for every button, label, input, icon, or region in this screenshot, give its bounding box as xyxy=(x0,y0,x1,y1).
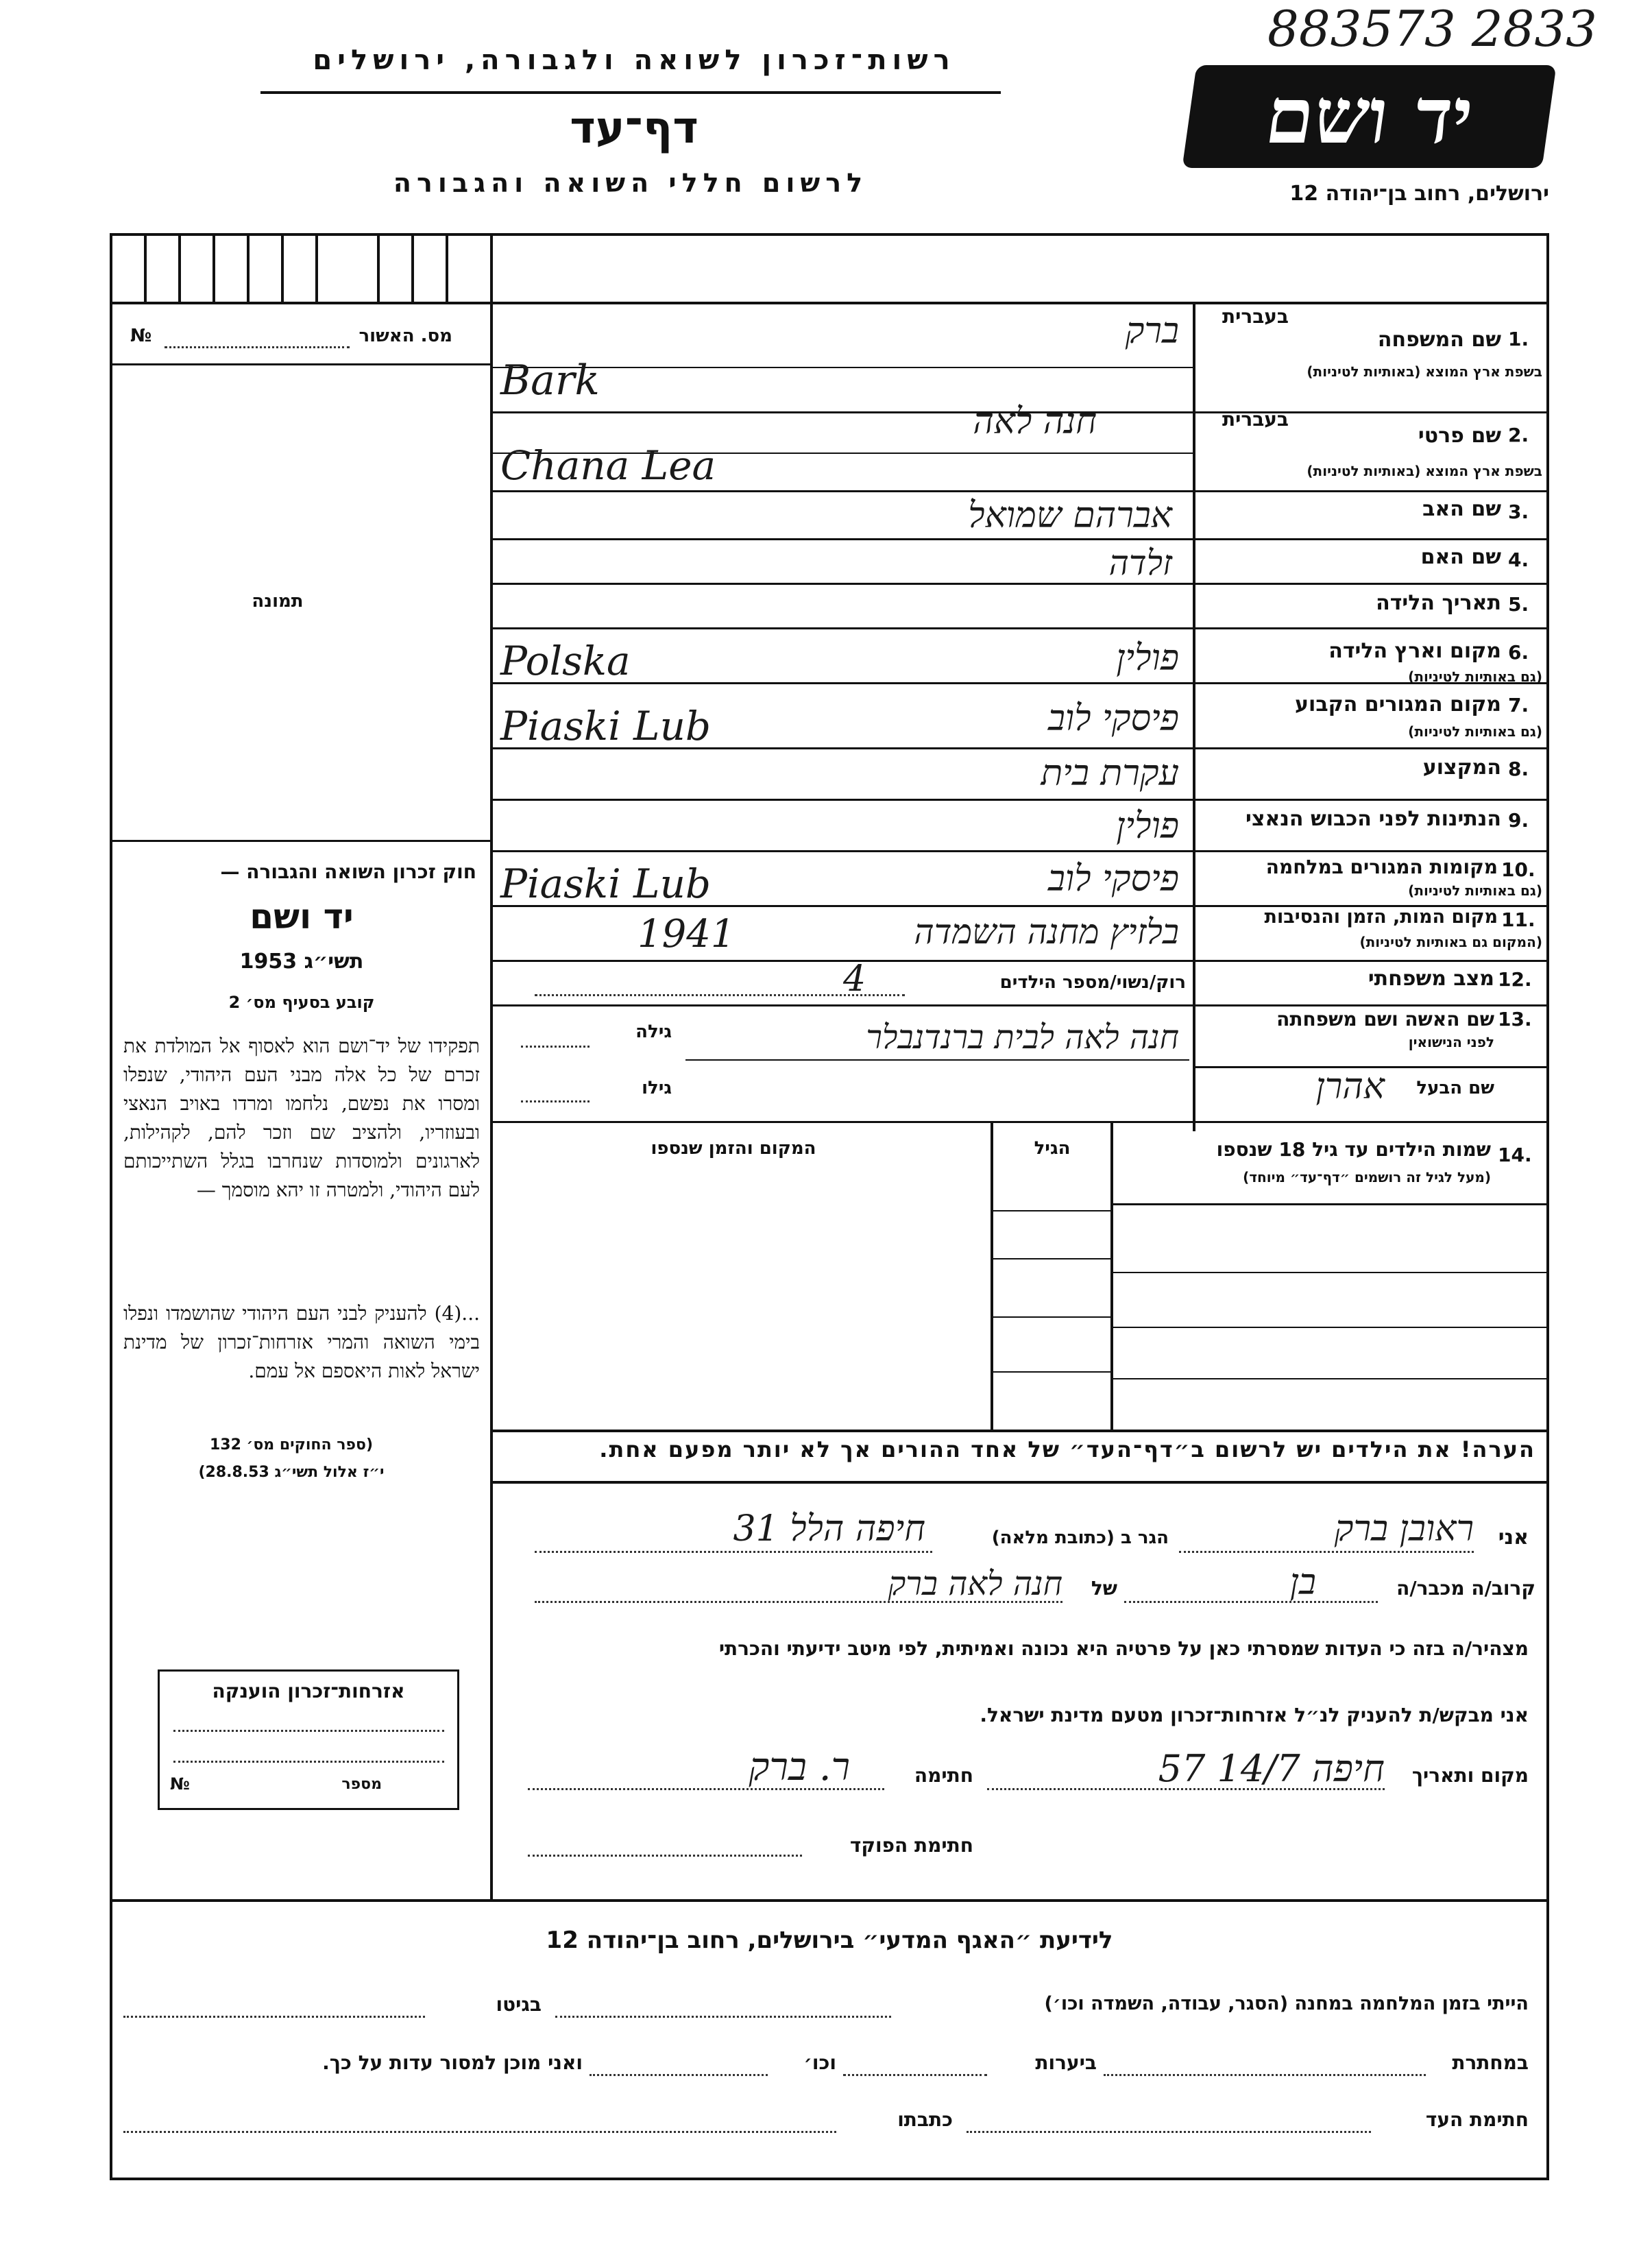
footer-witness-signature-label: חתימת העד xyxy=(1425,2108,1529,2131)
footer-camp-label: הייתי בזמן המלחמה במחנה (הסגר, עבודה, השמדה וכו׳) xyxy=(1044,1993,1529,2014)
law-text-2: ...(4) להעניק לבני העם היהודי שהושמדו ונפלו בימי השואה והמרי אזרחות־זכרון של מדינת ישראל לאות היאספם אל עמם. xyxy=(123,1302,480,1382)
field-13-number: 13. xyxy=(1498,1008,1532,1030)
field-4-value[interactable]: זלדה xyxy=(1108,543,1172,583)
field-8-number: 8. xyxy=(1508,758,1529,780)
permit-number-line xyxy=(165,346,350,348)
law-name: יד ושם xyxy=(250,897,354,937)
children-row-rule xyxy=(1110,1327,1549,1328)
children-header-rule xyxy=(1110,1203,1549,1205)
field-11-value-hebrew[interactable]: בלזיץ מחנה השמדה xyxy=(914,912,1179,952)
handwritten-reference: 883573 2833 xyxy=(1267,0,1597,58)
place-date-label: מקום ותאריך xyxy=(1411,1764,1529,1787)
permit-divider xyxy=(110,363,490,365)
address-line xyxy=(535,1551,932,1553)
field-13-age-line xyxy=(521,1046,590,1048)
field-12-value[interactable]: 4 xyxy=(843,958,866,1000)
field-7-number: 7. xyxy=(1508,694,1529,716)
authority-line: רשות־זכרון לשואה ולגבורה, ירושלים xyxy=(313,45,956,76)
field-4-number: 4. xyxy=(1508,548,1529,571)
field-3-value[interactable]: אברהם שמואל xyxy=(968,495,1172,536)
law-title: חוק זכרון השואה והגבורה — xyxy=(220,860,476,883)
footer-address-line xyxy=(123,2131,836,2133)
field-9-number: 9. xyxy=(1508,809,1529,832)
children-row-rule xyxy=(991,1371,1110,1373)
field-7-value-latin[interactable]: Piaski Lub xyxy=(500,703,712,749)
footer-camp-line xyxy=(555,2016,891,2018)
field-11-label: מקום המות, הזמן והנסיבות xyxy=(1264,906,1498,928)
footer-ghetto-label: בגיטו xyxy=(496,1993,542,2016)
field-1-sublabel: בשפת ארץ המוצא (באותיות לטיניות) xyxy=(1307,363,1542,380)
strip-tick xyxy=(144,233,147,302)
his-age-label: גילו xyxy=(642,1078,672,1098)
children-row-rule xyxy=(991,1316,1110,1318)
declaration-bottom-rule xyxy=(110,1899,1549,1902)
field-2-sublabel: בשפת ארץ המוצא (באותיות לטיניות) xyxy=(1307,463,1542,479)
footer-address-label: כתבתו xyxy=(897,2108,953,2131)
photo-divider xyxy=(110,840,490,842)
relation-value[interactable]: בן xyxy=(1289,1562,1316,1603)
field-8-label: המקצוע xyxy=(1422,756,1501,780)
children-row-rule xyxy=(991,1210,1110,1211)
field-11-value-latin[interactable]: 1941 xyxy=(637,912,736,956)
relation-label: קרוב/ה מכבר/ה xyxy=(1396,1577,1535,1600)
strip-tick xyxy=(315,233,318,302)
citizenship-number-label: מספר xyxy=(341,1776,382,1793)
strip-tick xyxy=(446,233,448,302)
statement: מצהיר/ה בזה כי העדות שמסרתי כאן על פרטיה היא נכונה ואמיתית, לפי מיטב ידיעתי והכרתי xyxy=(718,1637,1529,1660)
field-8-value[interactable]: עקרת בית xyxy=(1041,753,1179,794)
left-column-divider xyxy=(490,233,493,1899)
husband-label: שם הבעל xyxy=(1416,1078,1494,1098)
form-title: דף־עד xyxy=(570,103,699,154)
field-2-number: 2. xyxy=(1508,424,1529,446)
declarant-value[interactable]: ראובן ברק xyxy=(1334,1508,1474,1549)
footer-underground-label: במחתרת xyxy=(1452,2051,1529,2074)
footer-forests-label: ביערות xyxy=(1035,2051,1097,2074)
field-12-number: 12. xyxy=(1498,968,1532,991)
signature-value[interactable]: ר. ברק xyxy=(749,1745,850,1789)
field-6-number: 6. xyxy=(1508,641,1529,664)
his-age-line xyxy=(521,1100,590,1102)
citizenship-line xyxy=(173,1761,444,1763)
row-rule xyxy=(490,799,1549,801)
row-rule xyxy=(490,1121,1549,1123)
place-date-value[interactable]: חיפה 14/7 57 xyxy=(1158,1747,1385,1790)
strip-divider xyxy=(110,302,1549,304)
note: הערה! את הילדים יש לרשום ב״דף־העד״ של אחד ההורים אך לא יותר מפעם אחת. xyxy=(599,1436,1535,1462)
declarant-label: אני xyxy=(1498,1526,1529,1549)
field-14-number: 14. xyxy=(1498,1144,1532,1166)
of-label: של xyxy=(1091,1577,1117,1600)
header-underline xyxy=(260,91,1001,94)
field-13-value[interactable]: חנה לאה לבית ברנדנבלר xyxy=(866,1018,1179,1057)
field-1-number: 1. xyxy=(1508,328,1529,350)
citizenship-line xyxy=(173,1730,444,1732)
photo-label: תמונה xyxy=(252,591,304,612)
labels-column-divider xyxy=(1193,302,1195,1131)
field-13-underline xyxy=(685,1059,1189,1061)
field-10-number: 10. xyxy=(1501,858,1535,881)
field-2-value-latin[interactable]: Chana Lea xyxy=(500,442,716,489)
field-6-value-hebrew[interactable]: פולין xyxy=(1116,638,1179,679)
footer-etc-line xyxy=(590,2074,768,2076)
field-6-label: מקום וארץ הלידה xyxy=(1328,639,1501,663)
law-year: תשי״ג 1953 xyxy=(239,950,364,974)
footer-witness-signature-line xyxy=(967,2131,1371,2133)
strip-tick xyxy=(247,233,250,302)
citizenship-number-symbol: № xyxy=(170,1774,190,1794)
row-rule xyxy=(490,627,1549,629)
field-12-inline-label: רוק/נשוי/מספר הילדים xyxy=(999,972,1186,993)
field-13-sublabel: לפני הנישואין xyxy=(1408,1034,1494,1050)
field-10-sublabel: (גם באותיות לטיניות) xyxy=(1408,882,1542,899)
field-2-value-hebrew[interactable]: חנה לאה xyxy=(973,401,1097,442)
field-1-value-latin[interactable]: Bark xyxy=(500,357,600,405)
field-3-number: 3. xyxy=(1508,501,1529,523)
field-6-sublabel: (גם באותיות לטיניות) xyxy=(1408,668,1542,685)
law-text: תפקידו של יד־ושם הוא לאסוף אל המולדת את זכרם של כל אלה מבני העם היהודי, שנפלו ומסרו את נפשם, נלחמו ומרדו באויב הנאצי ובעוזריו, ולהציב שם וזכר להם, לקהילות, לארגונים ולמוסדות שנחרבו בגלל השתייכותם לעם היהודי, ולמטרה זו יהא מוסמך — xyxy=(123,1035,480,1201)
field-1-value-hebrew[interactable]: ברק xyxy=(1125,311,1179,352)
field-1-label: שם המשפחה xyxy=(1377,328,1501,352)
footer-forests-line xyxy=(843,2074,987,2076)
footer-title: לידיעת ״האגף המדעי״ בירושלים, רחוב בן־יהודה 12 xyxy=(546,1927,1113,1954)
field-7-value-hebrew[interactable]: פיסקי לוב xyxy=(1047,698,1179,739)
row-rule xyxy=(490,538,1549,540)
field-5-label: תאריך הלידה xyxy=(1376,591,1501,615)
permit-number-symbol: № xyxy=(130,326,152,346)
citizenship-box-title: אזרחות־זכרון הוענקה xyxy=(212,1680,405,1702)
children-col-divider xyxy=(991,1121,993,1430)
strip-tick xyxy=(411,233,414,302)
field-7-label: מקום המגורים הקבוע xyxy=(1295,692,1501,716)
field-2-label: שם פרטי xyxy=(1418,424,1501,448)
note-bottom-rule xyxy=(490,1481,1549,1484)
footer-testimony-label: ואני מוכן למסור עדות על כך. xyxy=(322,2051,583,2074)
of-value[interactable]: חנה לאה ברק xyxy=(888,1565,1062,1603)
yad-vashem-logo xyxy=(1182,65,1556,168)
note-top-rule xyxy=(490,1430,1549,1432)
age-column-header: הגיל xyxy=(1034,1138,1071,1159)
field-12-label: מצב משפחתי xyxy=(1368,967,1494,991)
permit-label: מס. האשור xyxy=(359,326,452,346)
address-value[interactable]: חיפה הלל 31 xyxy=(733,1508,925,1549)
strip-tick xyxy=(377,233,380,302)
row-rule xyxy=(490,850,1549,852)
strip-tick xyxy=(212,233,215,302)
field-1-lang: בעברית xyxy=(1222,305,1289,328)
field-13-label: שם האשה ושם משפחתה xyxy=(1276,1008,1494,1030)
logo-text: יד ושם xyxy=(1260,71,1479,161)
place-column-header: המקום והזמן שנספו xyxy=(651,1138,816,1159)
children-row-rule xyxy=(1110,1272,1549,1273)
field-9-value[interactable]: פולין xyxy=(1116,806,1179,847)
officer-signature-label: חתימת הפוקד xyxy=(849,1834,973,1857)
field-10-value-hebrew[interactable]: פיסקי לוב xyxy=(1047,858,1179,900)
field-4-label: שם האם xyxy=(1420,545,1501,569)
footer-etc-label: וכו׳ xyxy=(803,2051,836,2074)
strip-tick xyxy=(178,233,181,302)
field-5-number: 5. xyxy=(1508,593,1529,616)
strip-tick xyxy=(281,233,284,302)
footer-ghetto-line xyxy=(123,2016,425,2018)
citizenship-box xyxy=(158,1669,459,1810)
address: ירושלים, רחוב בן־יהודה 12 xyxy=(1289,182,1549,206)
law-clause: קובע בסעיף מס׳ 2 xyxy=(228,993,375,1012)
officer-signature-line xyxy=(528,1855,802,1857)
field-9-label: הנתינות לפני הכבוש הנאצי xyxy=(1246,807,1501,831)
row-rule xyxy=(490,960,1549,962)
form-subtitle: לרשום חללי השואה והגבורה xyxy=(393,168,868,198)
address-label: הגר ב (כתובת מלאה) xyxy=(991,1528,1169,1548)
children-row-rule xyxy=(991,1258,1110,1259)
children-sublabel: (מעל לגיל זה רושמים ״דף־עד״ מיוחד) xyxy=(1243,1169,1491,1185)
request: אני מבקש/ת להעניק לנ״ל אזרחות־זכרון מטעם מדינת ישראל. xyxy=(980,1704,1529,1726)
field-3-label: שם האב xyxy=(1422,497,1501,521)
footer-underground-line xyxy=(1104,2074,1426,2076)
field-11-sublabel: (המקום גם באותיות לטיניות) xyxy=(1359,934,1542,950)
field-13-age-label: גילה xyxy=(635,1022,672,1042)
field-7-sublabel: (גם באותיות לטיניות) xyxy=(1408,723,1542,740)
field-11-number: 11. xyxy=(1501,908,1535,931)
field-6-value-latin[interactable]: Polska xyxy=(500,638,631,684)
row-rule xyxy=(490,1004,1549,1006)
field-2-lang: בעברית xyxy=(1222,408,1289,431)
row-rule xyxy=(490,490,1549,492)
children-label: שמות הילדים עד גיל 18 שנספו xyxy=(1216,1138,1491,1161)
husband-value[interactable]: אהרן xyxy=(1315,1066,1385,1107)
declarant-line xyxy=(1179,1551,1474,1553)
signature-label: חתימה xyxy=(914,1764,973,1787)
law-reference-1: (ספר החוקים מס׳ 132 xyxy=(209,1436,374,1454)
row-rule xyxy=(490,583,1549,585)
children-col-divider xyxy=(1110,1121,1113,1430)
field-10-value-latin[interactable]: Piaski Lub xyxy=(500,860,712,907)
field-10-label: מקומות המגורים במלחמה xyxy=(1265,856,1498,878)
law-reference-2: י״ז אלול תשי״ג 28.8.53) xyxy=(198,1464,385,1481)
children-row-rule xyxy=(1110,1378,1549,1379)
